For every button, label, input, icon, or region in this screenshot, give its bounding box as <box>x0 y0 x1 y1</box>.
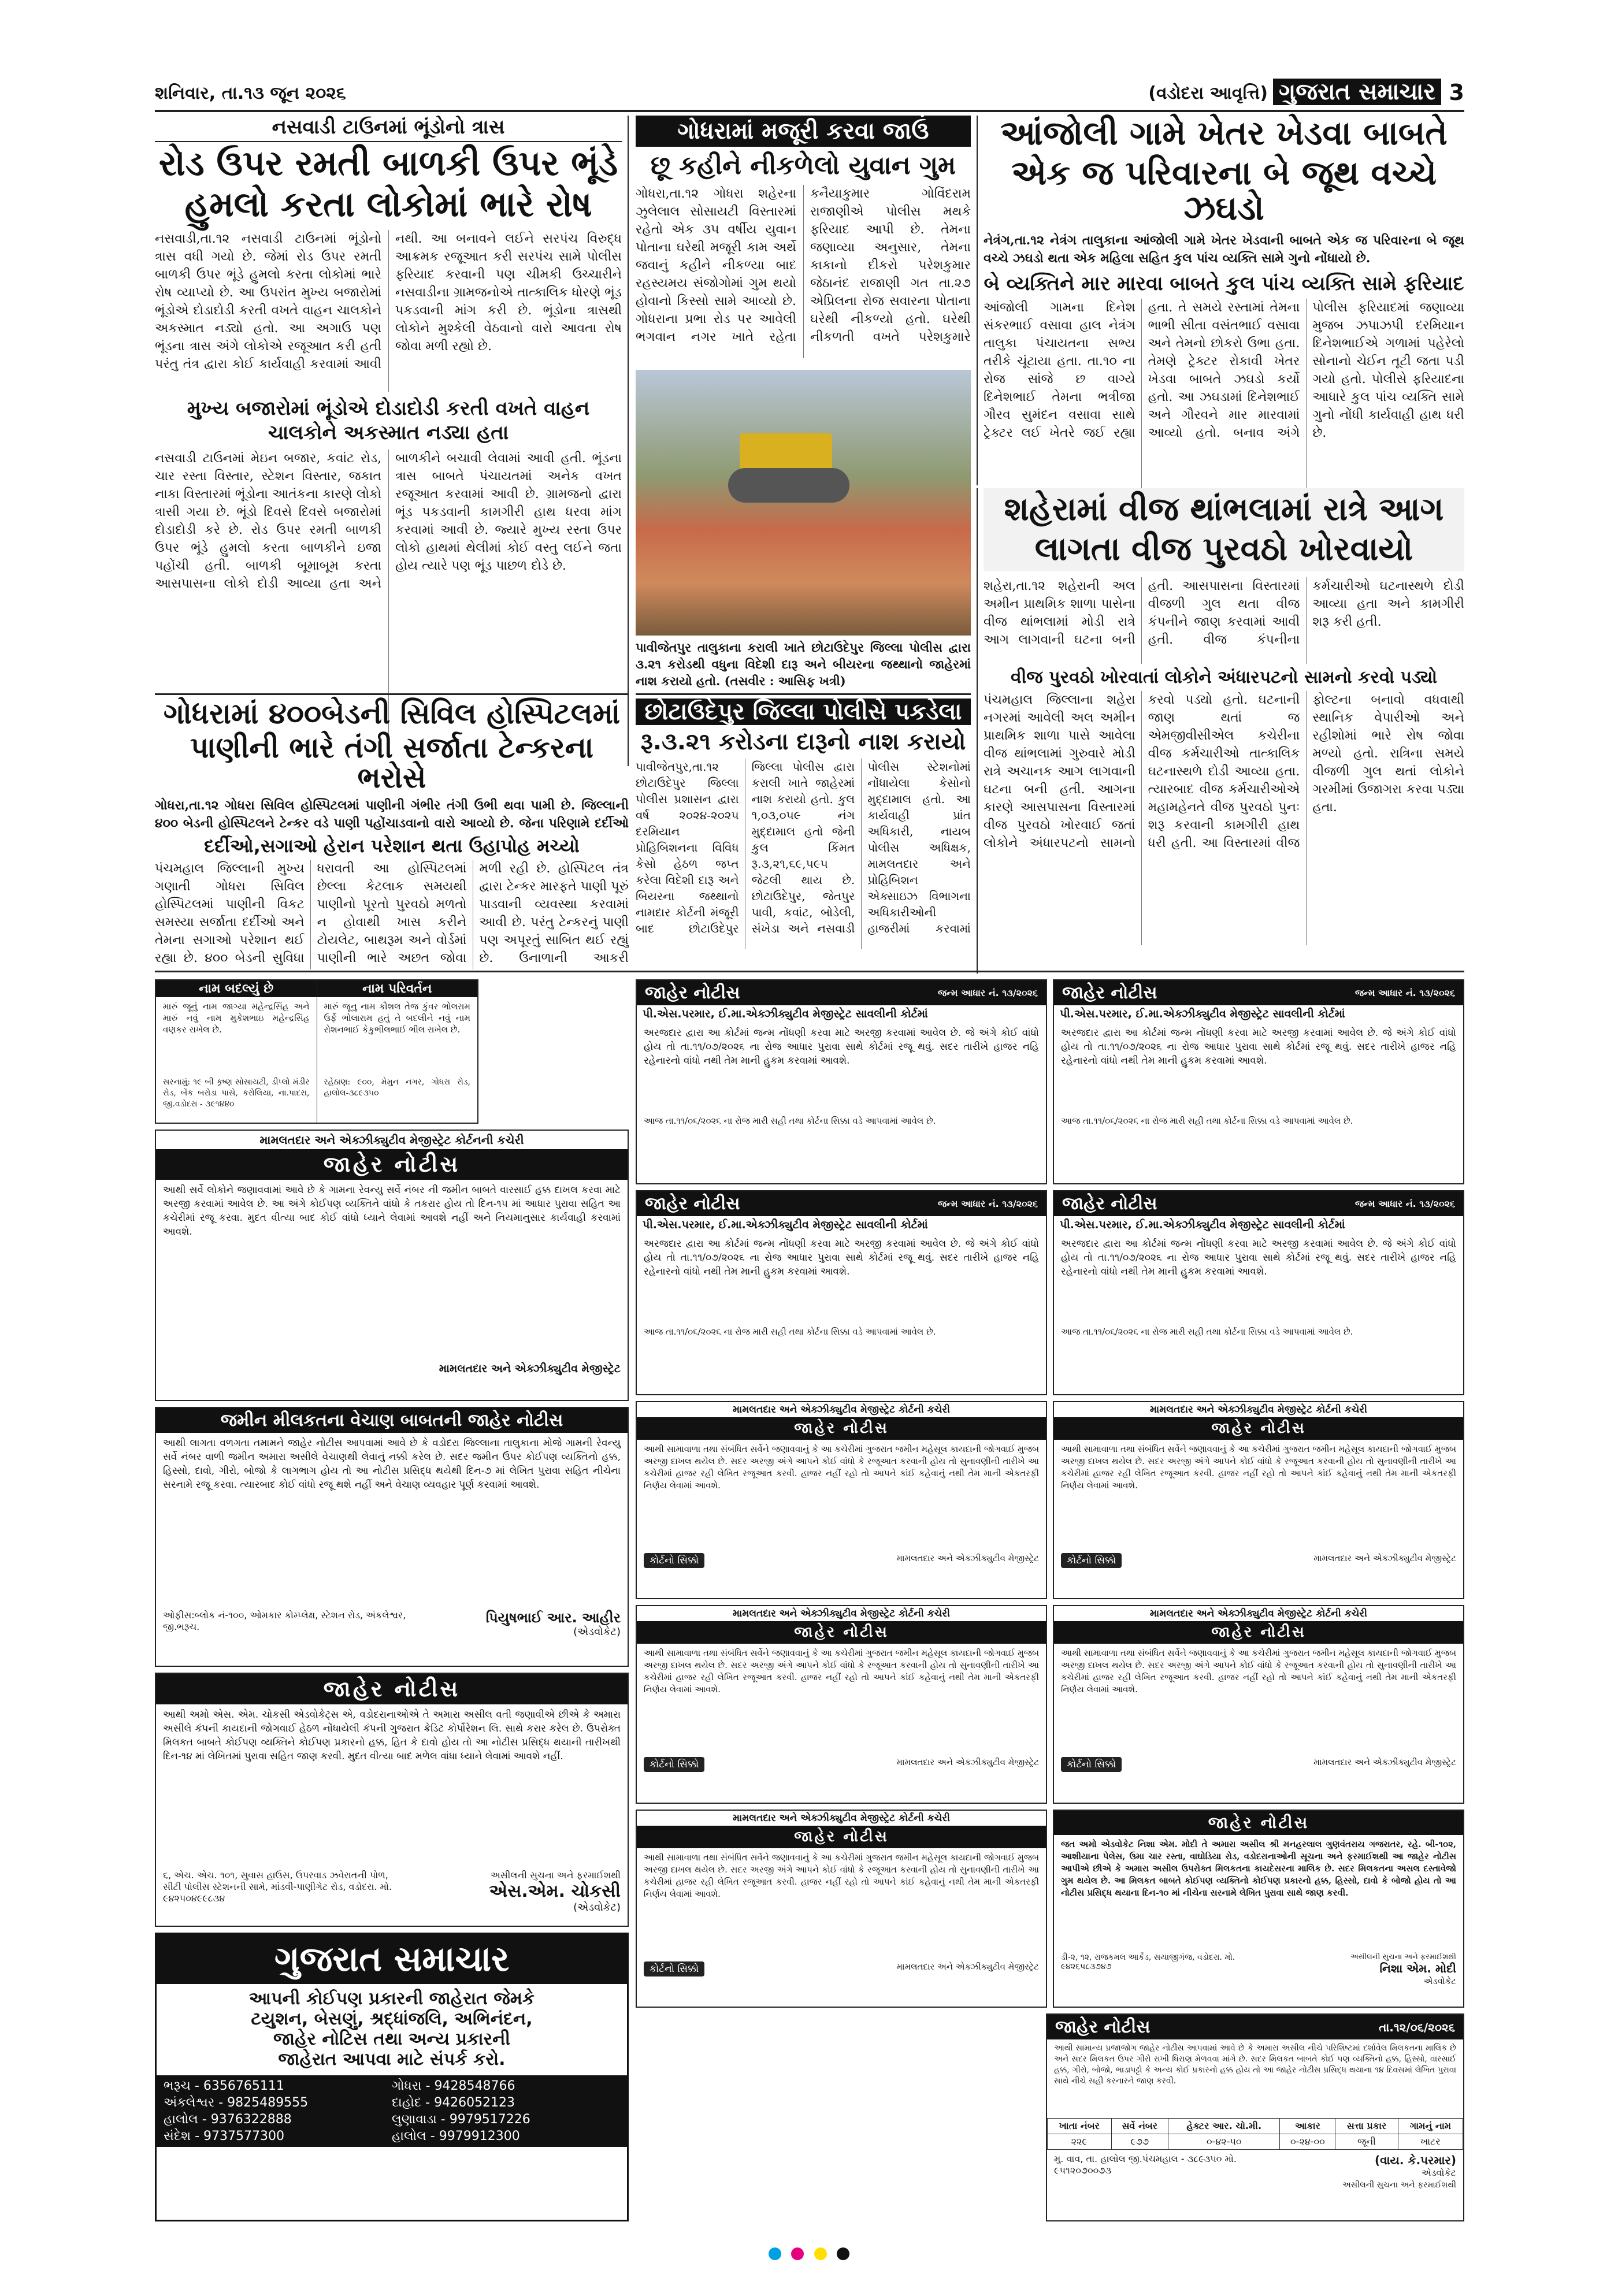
notice-court: પી.એસ.પરમાર, ઈ.મા.એક્ઝીક્યુટીવ મેજીસ્ટ્રેટ સાવલીની કોર્ટમાં <box>643 1008 928 1020</box>
news-photo <box>636 370 971 636</box>
header-date: શનિવાર, તા.૧૩ જૂન ૨૦૨૬ <box>155 83 346 103</box>
notice-head <box>637 980 1046 1005</box>
notice-head <box>637 1621 1046 1644</box>
story-body: પાવીજેતપુર,તા.૧૨ છોટાઉદેપુર જિલ્લા પોલીસ પ્રશાસન દ્વારા વર્ષ ૨૦૨૪-૨૦૨૫ દરમિયાન પ્રોહિબિશનના વિવિધ કેસો હેઠળ જપ્ત કરેલા વિદેશી દારૂ અને બિયરના જથ્થાનો નામદાર કોર્ટની મંજૂરી બાદ છોટાઉદેપુર જિલ્લા પોલીસ દ્વારા કરાલી ખાતે જાહેરમાં નાશ કરાયો હતો. કુલ ૧,૦૩,૦૫૯ નંગ મુદ્દામાલ હતો જેની કુલ કિંમત રૂ.૩,૨૧,૬૯,૫૯૫ જેટલી થાય છે. છોટાઉદેપુર, જેતપુર પાવી, કવાંટ, બોડેલી, સંખેડા અને નસવાડી પોલીસ સ્ટેશનોમાં નોંધાયેલા કેસોનો મુદ્દામાલ હતો. આ કાર્યવાહી પ્રાંત અધિકારી, નાયબ પોલીસ અધિક્ષક, મામલતદાર અને પ્રોહિબિશન એક્સાઇઝ વિભાગના અધિકારીઓની હાજરીમાં કરવામાં <box>636 760 971 935</box>
story-kicker: ગોધરામાં મજૂરી કરવા જાઉં <box>636 116 971 147</box>
notice-head <box>156 1149 628 1180</box>
registration-mark <box>814 2247 827 2260</box>
story-body: ગોધરા,તા.૧૨ ગોધરા શહેરના ઝુલેલાલ સોસાયટી વિસ્તારમાં રહેતો એક ૩૫ વર્ષીય યુવાન પોતાના ઘરેથી મજૂરી કામ અર્થે જવાનું કહીને નીકળ્યા બાદ રહસ્યમય સંજોગોમાં ગુમ થયો હોવાનો કિસ્સો સામે આવ્યો છે. ગોધરાના પ્રભા રોડ પર આવેલી ભગવાન નગર ખાતે રહેતા કનૈયાકુમાર ગોવિંદરામ રાજાણીએ પોલીસ મથકે ફરિયાદ આપી છે. તેમના જણાવ્યા અનુસાર, તેમના કાકાનો દીકરો પરેશકુમાર જેઠાનંદ રાજાણી ગત તા.૨૭ એપ્રિલના રોજ સવારના પોતાના ઘરેથી નીકળ્યો હતો. ઘરેથી નીકળતી વખતે પરેશકુમારે <box>636 187 971 345</box>
story-godhra-hospital <box>155 693 629 965</box>
mamlatdar-notice <box>636 1401 1047 1599</box>
roller-drum <box>728 468 849 503</box>
notice-head <box>1054 1621 1463 1644</box>
notice-court: પી.એસ.પરમાર, ઈ.મા.એક્ઝીક્યુટીવ મેજીસ્ટ્રેટ સાવલીની કોર્ટમાં <box>1060 1008 1345 1020</box>
contact-city: ગોધરા <box>392 2079 422 2093</box>
notice-office: મામલતદાર અને એક્ઝીક્યુટીવ મેજીસ્ટ્રેટ કોર્ટની કચેરી <box>733 1608 950 1620</box>
notice-court: પી.એસ.પરમાર, ઈ.મા.એક્ઝીક્યુટીવ મેજીસ્ટ્રેટ સાવલીની કોર્ટમાં <box>1060 1218 1345 1231</box>
story-body: પંચમહાલ જિલ્લાની મુખ્ય ગણાતી ગોધરા સિવિલ હોસ્પિટલમાં પાણીની વિકટ સમસ્યા સર્જાતા દર્દીઓ અને તેમના સગાઓ પરેશાન થઈ રહ્યા છે. ૪૦૦ બેડની સુવિધા ધરાવતી આ હોસ્પિટલમાં છેલ્લા કેટલાક સમયથી પાણીનો પૂરતો પુરવઠો મળતો ન હોવાથી ખાસ કરીને ટોયલેટ, બાથરૂમ અને વોર્ડમાં પાણીની ભારે અછત જોવા મળી રહી છે. હોસ્પિટલ તંત્ર દ્વારા ટેન્કર મારફતે પાણી પૂરું પાડવાની વ્યવસ્થા કરવામાં આવી છે. પરંતુ ટેન્કરનું પાણી પણ અપૂરતું સાબિત થઈ રહ્યું છે. ઉનાળાની આકરી <box>155 861 629 965</box>
advocate-notice <box>1053 1810 1464 2008</box>
contact-phone: 9737577300 <box>203 2129 285 2143</box>
masthead: ગુજરાત સમાચાર <box>1273 79 1441 105</box>
name-change-address: રહેઠાણ: ૯૦૦, મેમુન નગર, ગોધરા રોડ, હાલોલ-૩૮૯૩૫૦ <box>324 1078 470 1098</box>
notice-body: આથી સામાવાળા તથા સંબંધિત સર્વેને જણાવવાનું કે આ કચેરીમાં ગુજરાત જમીન મહેસૂલ કાયદાની જોગવાઈ મુજબ અરજી દાખલ થયેલ છે. સદર અરજી અંગે આપને કોઈ વાંધો કે રજૂઆત કરવાની હોય તો સુનાવણીની તારીખે આ કચેરીમાં હાજર રહી લેખિત રજૂઆત કરવી. હાજર નહીં રહો તો આપને કાંઈ કહેવાનું નથી તેમ માની એકતરફી નિર્ણય લેવામાં આવશે. <box>1061 1444 1456 1491</box>
ad-contact: હાલોલ - 9979912300 <box>392 2129 520 2143</box>
story-godhra-missing <box>636 116 971 370</box>
story-body: નસવાડી ટાઉનમાં મેઇન બજાર, કવાંટ રોડ, ચાર રસ્તા વિસ્તાર, સ્ટેશન વિસ્તાર, જકાત નાકા વિસ્તારમાં ભૂંડોના આતંકના કારણે લોકો ત્રાસી ગયા છે. ભૂંડો દિવસે દિવસે બજારોમાં દોડાદોડી કરે છે. રોડ ઉપર રમતી બાળકી ઉપર ભૂંડે હુમલો કરતા બાળકીને ઇજા પહોંચી હતી. બાળકી બૂમાબૂમ કરતા આસપાસના લોકો દોડી આવ્યા હતા અને બાળકીને બચાવી લેવામાં આવી હતી. ભૂંડના ત્રાસ બાબતે પંચાયતમાં અનેક વખત રજૂઆત કરવામાં આવી છે. ગ્રામજનો દ્વારા ભૂંડ પકડવાની કામગીરી હાથ ધરવા માંગ કરવામાં આવી છે. જ્યારે મુખ્ય રસ્તા ઉપર લોકો હાથમાં થેલીમાં કોઈ વસ્તુ લઈને જતા હોય ત્યારે પણ ભૂંડ પાછળ દોડે છે. <box>155 451 622 591</box>
notice-body: આથી સામાવાળા તથા સંબંધિત સર્વેને જણાવવાનું કે આ કચેરીમાં ગુજરાત જમીન મહેસૂલ કાયદાની જોગવાઈ મુજબ અરજી દાખલ થયેલ છે. સદર અરજી અંગે આપને કોઈ વાંધો કે રજૂઆત કરવાની હોય તો સુનાવણીની તારીખે આ કચેરીમાં હાજર રહી લેખિત રજૂઆત કરવી. હાજર નહીં રહો તો આપને કાંઈ કહેવાનું નથી તેમ માની એકતરફી નિર્ણય લેવામાં આવશે. <box>644 1852 1039 1899</box>
ad-logo: ગુજરાત સમાચાર <box>157 1934 627 1984</box>
story-lede: ગોધરા,તા.૧૨ ગોધરા સિવિલ હોસ્પિટલમાં પાણીની ગંભીર તંગી ઉભી થવા પામી છે. જિલ્લાની ૪૦૦ બેડની હોસ્પિટલને ટેન્કર વડે પાણી પહોંચાડવાનો વારો આવ્યો છે. જેના પરિણામે દર્દીઓ <box>155 797 629 831</box>
ad-contact: ભરૂચ - 6356765111 <box>164 2079 284 2093</box>
court-stamp: કોર્ટનો સિક્કો <box>1061 1757 1122 1772</box>
registration-mark <box>837 2247 849 2260</box>
notice-property <box>1046 2013 1464 2221</box>
court-notice <box>1053 1190 1464 1395</box>
table-header-cell: સત્તા પ્રકાર <box>1335 2119 1398 2134</box>
story-shehera <box>977 488 1464 974</box>
headline-line: છોટાઉદેપુર જિલ્લા પોલીસે પકડેલા <box>636 699 971 725</box>
table-header-row <box>1048 2119 1463 2134</box>
header-edition: (વડોદરા આવૃત્તિ) <box>1148 83 1268 103</box>
court-notice <box>1053 979 1464 1184</box>
notice-head <box>1047 2015 1463 2039</box>
story-lede: નેત્રંગ,તા.૧૨ નેત્રંગ તાલુકાના આંજોલી ગામે ખેતર ખેડવાની બાબતે એક જ પરિવારના બે જૂથ વચ્ચે ઝઘડો થતા એક મહિલા સહિત કુલ પાંચ વ્યક્તિ સામે ગુનો નોંધાયો છે. <box>984 232 1464 266</box>
story-anjoli <box>977 113 1464 485</box>
ad-line: જાહેરાત આપવા માટે સંપર્ક કરો. <box>278 2049 506 2070</box>
contact-city: હાલોલ <box>164 2112 198 2127</box>
headline-line: શહેરામાં વીજ થાંભલામાં રાત્રે આગ <box>1004 491 1444 528</box>
table-header-cell: આકાર <box>1280 2119 1335 2134</box>
notice-office: મામલતદાર અને એક્ઝીક્યુટીવ મેજીસ્ટ્રેટ કોર્ટની કચેરી <box>733 1404 950 1416</box>
notice-office: મામલતદાર અને એક્ઝીક્યુટીવ મેજીસ્ટ્રેટ કોર્ટની કચેરી <box>1150 1404 1367 1416</box>
headline-line: એક જ પરિવારના બે જૂથ વચ્ચે ઝઘડો <box>1011 153 1437 228</box>
photo-block <box>636 370 971 691</box>
registration-mark <box>769 2247 781 2260</box>
notice-mamlatdar-left <box>155 1130 629 1401</box>
mamlatdar-notice <box>1053 1401 1464 1599</box>
story-body: શહેરા,તા.૧૨ શહેરાની અલ અમીન પ્રાથમિક શાળા પાસેના વીજ થાંભલામાં મોડી રાત્રે આગ લાગવાની ઘટના બની હતી. આસપાસના વિસ્તારમાં વીજળી ગુલ થતા વીજ કંપનીને જાણ કરવામાં આવી હતી. વીજ કંપનીના કર્મચારીઓ ઘટનાસ્થળે દોડી આવ્યા હતા અને કામગીરી શરૂ કરી હતી. <box>984 578 1464 647</box>
notice-body: જત અમો એડવોકેટ નિશા એમ. મોદી તે અમારા અસીલ શ્રી મનહરલાલ ગુણવંતરાય ગજરાતર, રહે. બી-૧૦૨, આશીયાના પેલેસ, ઉમા ચાર રસ્તા, વાઘોડિયા રોડ, વડોદરાનાઓની સૂચના અને ફરમાઈશથી આ જાહેર નોટીસ આપીએ છીએ કે અમારા અસીલ ઉપરોક્ત મિલકતના કાયદેસરના માલિક છે. સદર મિલકતના અસલ દસ્તાવેજો ગુમ થયેલ છે. આ મિલકત બાબતે કોઈપણ વ્યક્તિનો કોઈપણ પ્રકારનો હક્ક, હિસ્સો, દાવો કે બોજો હોય તો આ નોટીસ પ્રસિદ્ધ થયાના દિન-૧૦ માં નીચેના સરનામે લેખિત પુરાવા સાથે જાણ કરવી. <box>1061 1838 1456 1898</box>
ad-gujarat-samachar <box>155 1933 629 2221</box>
headline-line: પાણીની ભારે તંગી સર્જાતા ટેન્કરના ભરોસે <box>190 730 594 794</box>
header-rule <box>155 110 1464 112</box>
registration-mark <box>791 2247 804 2260</box>
notice-address: મુ. વાવ, તા. હાલોલ જી.પંચમહાલ - ૩૮૯૩૫૦ મો. ૯૫૧૨૦૭૦૦૭૩ <box>1054 2153 1237 2176</box>
story-headline <box>984 488 1464 571</box>
mamlatdar-notice <box>636 1605 1047 1803</box>
headline-line: રૂ.૩.૨૧ કરોડના દારૂનો નાશ કરાયો <box>640 729 966 755</box>
table-cell: ૨૨૯ <box>1048 2134 1112 2150</box>
notice-head <box>637 1417 1046 1440</box>
advocate-name: પિયુષભાઈ આર. આહીર <box>485 1610 621 1626</box>
photo-caption: પાવીજેતપુર તાલુકાના કરાલી ખાતે છોટાઉદેપુર જિલ્લા પોલીસ દ્વારા ૩.૨૧ કરોડથી વધુના વિદેશી દારૂ અને બીયરના જથ્થાનો જાહેરમાં નાશ કરાયો હતો. (તસવીર : આસિફ ખત્રી) <box>636 640 971 688</box>
page-header <box>155 81 1464 107</box>
advocate-role: (એડવોકેટ) <box>573 1626 621 1638</box>
advocate-role: (એડવોકેટ) <box>573 1901 621 1914</box>
name-change-title: નામ બદલ્યું છે <box>156 980 317 997</box>
notice-body: અરજદાર દ્વારા આ કોર્ટમાં જન્મ નોંધણી કરવા માટે અરજી કરવામાં આવેલ છે. જે અંગે કોઈ વાંધો હોય તો તા.૧૧/૦૭/૨૦૨૬ ના રોજ આધાર પુરાવા સાથે કોર્ટમાં રજૂ થવું. સદર તારીખે હાજર નહિ રહેનારનો વાંધો નથી તેમ માની હુકમ કરવામાં આવશે. <box>1061 1238 1456 1277</box>
notice-court: પી.એસ.પરમાર, ઈ.મા.એક્ઝીક્યુટીવ મેજીસ્ટ્રેટ સાવલીની કોર્ટમાં <box>643 1218 928 1231</box>
notice-title: જાહેર નોટીસ <box>794 1420 889 1437</box>
notice-body: આથી સામાવાળા તથા સંબંધિત સર્વેને જણાવવાનું કે આ કચેરીમાં ગુજરાત જમીન મહેસૂલ કાયદાની જોગવાઈ મુજબ અરજી દાખલ થયેલ છે. સદર અરજી અંગે આપને કોઈ વાંધો કે રજૂઆત કરવાની હોય તો સુનાવણીની તારીખે આ કચેરીમાં હાજર રહી લેખિત રજૂઆત કરવી. હાજર નહીં રહો તો આપને કાંઈ કહેવાનું નથી તેમ માની એકતરફી નિર્ણય લેવામાં આવશે. <box>1061 1648 1456 1695</box>
story-subhead: વીજ પુરવઠો ખોરવાતાં લોકોને અંધારપટનો સામનો કરવો પડ્યો <box>1011 667 1437 688</box>
notice-signature: મામલતદાર અને એક્ઝીક્યુટીવ મેજીસ્ટ્રેટ <box>896 1553 1039 1563</box>
contact-city: સંદેશ <box>164 2129 191 2143</box>
notice-title: જાહેર નોટીસ <box>1055 2017 1151 2037</box>
story-headline <box>636 699 971 754</box>
ad-line: ટયુશન, બેસણું, શ્રદ્ધાંજલિ, અભિનંદન, <box>251 2009 533 2029</box>
story-body: પંચમહાલ જિલ્લાના શહેરા નગરમાં આવેલી અલ અમીન પ્રાથમિક શાળા પાસે આવેલા વીજ થાંભલામાં ગુરુવારે મોડી રાત્રે અચાનક આગ લાગવાની ઘટના બની હતી. આગના કારણે આસપાસના વિસ્તારમાં વીજ પુરવઠો ખોરવાઈ જતાં લોકોને અંધારપટનો સામનો કરવો પડ્યો હતો. ઘટનાની જાણ થતાં જ એમજીવીસીએલ કચેરીના વીજ કર્મચારીઓ તાત્કાલિક ઘટનાસ્થળે દોડી આવ્યા હતા. ત્યારબાદ વીજ કર્મચારીઓએ મહામહેનતે વીજ પુરવઠો પુનઃ શરૂ કરવાની કામગીરી હાથ ધરી હતી. આ વિસ્તારમાં વીજ ફોલ્ટના બનાવો વધવાથી સ્થાનિક વેપારીઓ અને રહીશોમાં ભારે રોષ જોવા મળ્યો હતો. રાત્રિના સમયે વીજળી ગુલ થતાં લોકોને ગરમીમાં ઉજાગરા કરવા પડ્યા હતા. <box>984 692 1464 850</box>
notice-date: આજ તા.૧૧/૦૬/૨૦૨૬ ના રોજ મારી સહી તથા કોર્ટના સિક્કા વડે આપવામાં આવેલ છે. <box>1061 1116 1353 1126</box>
notice-body: આથી સામાન્ય પ્રજાજોગ જાહેર નોટીસ આપવામાં આવે છે કે અમારા અસીલ નીચે પરિશિષ્ટમાં દર્શાવેલ મિલકતના માલિક છે અને સદર મિલકત ઉપર ગીરો રાખી ધિરાણ મેળવવા માંગે છે. સદર મિલકત બાબતે કોઈ પણ વ્યક્તિનો હક્ક, હિસ્સો, વારસાઈ હક્ક, ગીરો, બોજો, ભાડાપટ્ટો કે અન્ય કોઈ પ્રકારનો હક્ક હોય તો આ જાહેર નોટીસ પ્રસિદ્ધ થયાના ૧૪ દિવસમાં લેખિત પુરાવા સાથે નીચે સહી કરનારને જાણ કરવી. <box>1054 2044 1456 2086</box>
notice-title: જાહેર નોટીસ <box>323 1151 461 1177</box>
notice-date: આજ તા.૧૧/૦૬/૨૦૨૬ ના રોજ મારી સહી તથા કોર્ટના સિક્કા વડે આપવામાં આવેલ છે. <box>644 1327 936 1337</box>
notice-head <box>1054 980 1463 1005</box>
notice-address: ૬, એચ. એચ. ૧૦૧, સુવાસ હાઉસ, ઉપરવાડ ઝવેરાતની પોળ, સીટી પોલીસ સ્ટેશનની સામે, માંડવી-પાણીગેટ રોડ, વડોદરા. મો. ૯૪૨૫૦૪૯૯૮૩૪ <box>163 1870 392 1904</box>
contact-phone: 9428548766 <box>434 2079 515 2093</box>
contact-city: અંકલેશ્વર <box>164 2096 215 2110</box>
mamlatdar-notices-grid <box>636 1401 1464 2008</box>
contact-city: ભરૂચ <box>164 2079 191 2093</box>
notice-signature: મામલતદાર અને એક્ઝીક્યુટીવ મેજીસ્ટ્રેટ <box>439 1362 621 1375</box>
advocate-role: એડવોકેટ <box>1421 2167 1456 2178</box>
notice-address: ડી-૨, ૧૨, રાજકમલ આર્કેડ, સયાજીગંજ, વડોદરા. મો. ૯૪૨૬૫૮૩૭૪૭ <box>1061 1952 1235 1971</box>
notice-head <box>156 1674 628 1704</box>
contact-phone: 9825489555 <box>227 2096 309 2110</box>
notice-title: જાહેર નોટીસ <box>1211 1420 1306 1437</box>
notice-title: જમીન મીલકતના વેચાણ બાબતની જાહેર નોટીસ <box>220 1410 563 1431</box>
story-subhead: બે વ્યક્તિને માર મારવા બાબતે કુલ પાંચ વ્યક્તિ સામે ફરિયાદ <box>984 272 1464 295</box>
notice-head <box>156 1408 628 1433</box>
notice-head <box>637 1826 1046 1848</box>
ad-contact: લુણાવાડા - 9979517226 <box>392 2112 530 2127</box>
notice-code: જન્મ આધાર નં. ૧૩/૨૦૨૬ <box>937 987 1038 998</box>
notice-sign-note: અસીલની સુચના અને ફરમાઈશથી <box>1342 2180 1456 2190</box>
headline-line: લાગતા વીજ પુરવઠો ખોરવાયો <box>1034 530 1413 568</box>
court-notice <box>636 979 1047 1184</box>
table-cell: ૯૭૭ <box>1111 2134 1168 2150</box>
notice-office: મામલતદાર અને એક્ઝીક્યુટીવ મેજીસ્ટ્રેટ કોર્ટની કચેરી <box>1150 1608 1367 1620</box>
table-cell: ૦-૪૨-૫૦ <box>1168 2134 1280 2150</box>
notice-sign-note: અસીલની સુચના અને ફરમાઈશથી <box>490 1870 621 1881</box>
notice-title: જાહેર નોટીસ <box>794 1623 889 1641</box>
notice-office: મામલતદાર અને એક્ઝીક્યુટીવ મેજીસ્ટ્રેટ કોર્ટની કચેરી <box>733 1812 950 1824</box>
notice-title: જાહેર નોટીસ <box>1062 983 1157 1003</box>
table-cell: જૂની <box>1335 2134 1398 2150</box>
contact-phone: 9376322888 <box>210 2112 292 2127</box>
story-nasvadi <box>155 116 629 766</box>
page-number: 3 <box>1449 80 1464 105</box>
property-table <box>1047 2118 1463 2150</box>
ad-contact: સંદેશ - 9737577300 <box>164 2129 285 2143</box>
ad-contact: ગોધરા - 9428548766 <box>392 2079 515 2093</box>
ad-contact: અંકલેશ્વર - 9825489555 <box>164 2096 309 2110</box>
print-marks <box>0 2247 1618 2271</box>
contact-city: દાહોદ <box>392 2096 422 2110</box>
notice-body: આથી સર્વે લોકોને જણાવવામાં આવે છે કે ગામના રેવન્યુ સર્વે નંબર ની જમીન બાબતે વારસાઈ હક્ક દાખલ કરવા માટે અરજી કરવામાં આવેલ છે. આ અંગે કોઈપણ વ્યક્તિને વાંધો કે તકરાર હોય તો દિન-૧૫ માં આધાર પુરાવા સહિત આ કચેરીમાં રજૂ કરવા. મુદત વીત્યા બાદ કોઈ વાંધો ધ્યાને લેવામાં આવશે નહીં અને નિયમાનુસાર કાર્યવાહી કરવામાં આવશે. <box>163 1184 621 1238</box>
name-change-text: મારું જૂનું નામ જાગ્યા મહેન્દ્રસિંહ અને મારું નવું નામ મુકેશભાઇ મહેન્દ્રસિંહ વણકર રાખેલ છે. <box>163 1001 310 1035</box>
ad-contacts <box>157 2075 627 2147</box>
notice-body: આથી સામાવાળા તથા સંબંધિત સર્વેને જણાવવાનું કે આ કચેરીમાં ગુજરાત જમીન મહેસૂલ કાયદાની જોગવાઈ મુજબ અરજી દાખલ થયેલ છે. સદર અરજી અંગે આપને કોઈ વાંધો કે રજૂઆત કરવાની હોય તો સુનાવણીની તારીખે આ કચેરીમાં હાજર રહી લેખિત રજૂઆત કરવી. હાજર નહીં રહો તો આપને કાંઈ કહેવાનું નથી તેમ માની એકતરફી નિર્ણય લેવામાં આવશે. <box>644 1648 1039 1695</box>
notice-body: અરજદાર દ્વારા આ કોર્ટમાં જન્મ નોંધણી કરવા માટે અરજી કરવામાં આવેલ છે. જે અંગે કોઈ વાંધો હોય તો તા.૧૧/૦૭/૨૦૨૬ ના રોજ આધાર પુરાવા સાથે કોર્ટમાં રજૂ થવું. સદર તારીખે હાજર નહિ રહેનારનો વાંધો નથી તેમ માની હુકમ કરવામાં આવશે. <box>644 1238 1039 1277</box>
headline-line: ગોધરામાં ૪૦૦બેડની સિવિલ હોસ્પિટલમાં <box>163 697 621 730</box>
story-headline <box>984 113 1464 228</box>
notice-sign-note: અસીલની સુચના અને ફરમાઈશથી <box>1350 1952 1456 1961</box>
notice-body: આથી સામાવાળા તથા સંબંધિત સર્વેને જણાવવાનું કે આ કચેરીમાં ગુજરાત જમીન મહેસૂલ કાયદાની જોગવાઈ મુજબ અરજી દાખલ થયેલ છે. સદર અરજી અંગે આપને કોઈ વાંધો કે રજૂઆત કરવાની હોય તો સુનાવણીની તારીખે આ કચેરીમાં હાજર રહી લેખિત રજૂઆત કરવી. હાજર નહીં રહો તો આપને કાંઈ કહેવાનું નથી તેમ માની એકતરફી નિર્ણય લેવામાં આવશે. <box>644 1444 1039 1491</box>
notice-signature: મામલતદાર અને એક્ઝીક્યુટીવ મેજીસ્ટ્રેટ <box>1313 1757 1456 1768</box>
notice-code: જન્મ આધાર નં. ૧૩/૨૦૨૬ <box>1354 987 1455 998</box>
table-header-cell: હેક્ટર આર. ચો.મી. <box>1168 2119 1280 2134</box>
contact-phone: 9426052123 <box>434 2096 515 2110</box>
story-body: નસવાડી,તા.૧૨ નસવાડી ટાઉનમાં ભૂંડોનો ત્રાસ વધી ગયો છે. જેમાં રોડ ઉપર રમતી બાળકી ઉપર ભૂંડે હુમલો કરતા લોકોમાં ભારે રોષ વ્યાપ્યો છે. આ ઉપરાંત મુખ્ય બજારોમાં ભૂંડોએ દોડાદોડી કરતી વખતે વાહન ચાલકોને અકસ્માત નડ્યો હતો. આ અગાઉ પણ ભૂંડના ત્રાસ અંગે લોકોએ રજૂઆત કરી હતી પરંતુ તંત્ર દ્વારા કોઈ કાર્યવાહી કરવામાં આવી નથી. આ બનાવને લઈને સરપંચ વિરુદ્ધ આક્રમક રજૂઆત કરી સરપંચ સામે પોલીસ ફરિયાદ કરવાની પણ ચીમકી ઉચ્ચારીને નસવાડીના ગ્રામજનોએ તાત્કાલિક ધોરણે ભૂંડ પકડવાની માંગ કરી છે. ભૂંડોના ત્રાસથી લોકોને મુશ્કેલી વેઠવાનો વારો આવતા રોષ જોવા મળી રહ્યો છે. <box>155 232 622 371</box>
story-subhead: દર્દીઓ,સગાઓ હેરાન પરેશાન થતા ઉહાપોહ મચ્યો <box>204 834 580 857</box>
story-kicker: નસવાડી ટાઉનમાં ભૂંડોનો ત્રાસ <box>155 116 622 142</box>
story-body: આંજોલી ગામના દિનેશ સંકરભાઈ વસાવા હાલ નેત્રંગ તાલુકા પંચાયતના સભ્ય તરીકે ચૂંટાયા હતા. તા.૧૦ ના રોજ સાંજે છ વાગ્યે દિનેશભાઈ તેમના ભત્રીજા ગૌરવ સુમંદન વસાવા સાથે ટ્રેક્ટર લઈ ખેતરે જઈ રહ્યા હતા. તે સમયે રસ્તામાં તેમના ભાભી સીતા વસંતભાઈ વસાવા અને તેમનો છોકરો ઉભા હતા. તેમણે ટ્રેક્ટર રોકાવી ખેતર ખેડવા બાબતે ઝઘડો કર્યો હતો. આ ઝઘડામાં દિનેશભાઈ અને ગૌરવને માર મારવામાં આવ્યો હતો. બનાવ અંગે પોલીસ ફરિયાદમાં જણાવ્યા મુજબ ઝપાઝપી દરમિયાન દિનેશભાઈએ ગળામાં પહેરેલો સોનાનો ચેઈન તૂટી જતા પડી ગયો હતો. પોલીસે ફરિયાદના આધારે કુલ પાંચ વ્યક્તિ સામે ગુનો નોંધી કાર્યવાહી હાથ ધરી છે. <box>984 300 1464 440</box>
contact-phone: 9979912300 <box>439 2129 520 2143</box>
contact-phone: 6356765111 <box>203 2079 284 2093</box>
notice-date: તા.૧૨/૦૬/૨૦૨૬ <box>1379 2020 1455 2034</box>
advocate-name: (વાય. કે.પરમાર) <box>1375 2153 1456 2167</box>
notice-title: જાહેર નોટીસ <box>1211 1623 1306 1641</box>
notice-title: જાહેર નોટીસ <box>323 1676 461 1701</box>
notice-date: આજ તા.૧૧/૦૬/૨૦૨૬ ના રોજ મારી સહી તથા કોર્ટના સિક્કા વડે આપવામાં આવેલ છે. <box>1061 1327 1353 1337</box>
table-cell: ખાટર <box>1398 2134 1463 2150</box>
notice-office-address: ઓફીસ:બ્લોક નં-૧૦૦, ઓમકાર કોમ્પ્લેક્ષ, સ્ટેશન રોડ, અંકલેશ્વર, જી.ભરૂચ. <box>163 1610 406 1632</box>
story-liquor-destroyed <box>636 693 971 965</box>
name-change-address: સરનામું: ૧૯ બી કૃષ્ણ સોસાયટી, ડીપ્લો મંડીર રોડ, બેંક બરોડા પાસે, કરોલિયા, ના.પાદરા, જી.વડોદરા - ૩૯૧૪૪૦ <box>163 1078 310 1109</box>
court-notices-grid <box>636 979 1464 1395</box>
court-stamp: કોર્ટનો સિક્કો <box>1061 1553 1122 1568</box>
ad-line: આપની કોઈપણ પ્રકારની જાહેરાત જેમકે <box>248 1989 535 2009</box>
ad-contact: દાહોદ - 9426052123 <box>392 2096 515 2110</box>
notice-head <box>1054 1417 1463 1440</box>
table-cell: ૦-૨૪-૦૦ <box>1280 2134 1335 2150</box>
story-headline <box>155 699 629 793</box>
notice-title: જાહેર નોટીસ <box>645 983 740 1003</box>
notice-office: મામલતદાર અને એક્ઝીક્યુટીવ મેજીસ્ટ્રેટ કોર્ટનની કચેરી <box>259 1133 524 1147</box>
ad-contact: હાલોલ - 9376322888 <box>164 2112 292 2127</box>
ad-line: જાહેર નોટિસ તથા અન્ય પ્રકારની <box>273 2029 511 2049</box>
notice-body: અરજદાર દ્વારા આ કોર્ટમાં જન્મ નોંધણી કરવા માટે અરજી કરવામાં આવેલ છે. જે અંગે કોઈ વાંધો હોય તો તા.૧૧/૦૭/૨૦૨૬ ના રોજ આધાર પુરાવા સાથે કોર્ટમાં રજૂ થવું. સદર તારીખે હાજર નહિ રહેનારનો વાંધો નથી તેમ માની હુકમ કરવામાં આવશે. <box>1061 1027 1456 1067</box>
notice-signature: મામલતદાર અને એક્ઝીક્યુટીવ મેજીસ્ટ્રેટ <box>896 1961 1039 1972</box>
notice-head <box>1054 1191 1463 1216</box>
court-stamp: કોર્ટનો સિક્કો <box>644 1553 704 1568</box>
notice-title: જાહેર નોટીસ <box>1062 1194 1157 1214</box>
court-notice <box>636 1190 1047 1395</box>
contact-phone: 9979517226 <box>449 2112 530 2127</box>
contact-city: હાલોલ <box>392 2129 426 2143</box>
notice-choksi <box>155 1673 629 1927</box>
story-subhead: મુખ્ય બજારોમાં ભૂંડોએ દોડાદોડી કરતી વખતે વાહન ચાલકોને અકસ્માત નડ્યા હતા <box>187 397 590 444</box>
advocate-role: એડવોકેટ <box>1423 1975 1456 1986</box>
notice-signature: મામલતદાર અને એક્ઝીક્યુટીવ મેજીસ્ટ્રેટ <box>896 1757 1039 1768</box>
contact-city: લુણાવાડા <box>392 2112 437 2127</box>
name-change-title: નામ પરિવર્તન <box>317 980 478 997</box>
notice-head <box>1054 1811 1463 1835</box>
notice-title: જાહેર નોટીસ <box>645 1194 740 1214</box>
name-change-box <box>155 979 478 1124</box>
notice-code: જન્મ આધાર નં. ૧૩/૨૦૨૬ <box>1354 1198 1455 1209</box>
story-headline <box>155 143 622 225</box>
notice-head <box>637 1191 1046 1216</box>
section-rule <box>155 971 1464 972</box>
court-stamp: કોર્ટનો સિક્કો <box>644 1757 704 1772</box>
headline-line: આંજોલી ગામે ખેતર ખેડવા બાબતે <box>1000 113 1448 153</box>
headline-line: રોડ ઉપર રમતી બાળકી ઉપર ભૂંડે <box>158 143 618 184</box>
notice-body: અરજદાર દ્વારા આ કોર્ટમાં જન્મ નોંધણી કરવા માટે અરજી કરવામાં આવેલ છે. જે અંગે કોઈ વાંધો હોય તો તા.૧૧/૦૭/૨૦૨૬ ના રોજ આધાર પુરાવા સાથે કોર્ટમાં રજૂ થવું. સદર તારીખે હાજર નહિ રહેનારનો વાંધો નથી તેમ માની હુકમ કરવામાં આવશે. <box>644 1027 1039 1067</box>
name-change-text: મારું જૂનુ નામ કૌશલ તેજ કુંવર ભોલરામ ઉર્ફે ભોલારામ હતું તે બદલીને નવું નામ રોશનભાઈ કેકુભીલભાઈ ભીલ રાખેલ છે. <box>324 1001 470 1035</box>
notice-code: જન્મ આધાર નં. ૧૩/૨૦૨૬ <box>937 1198 1038 1209</box>
table-header-cell: ખાતા નંબર <box>1048 2119 1112 2134</box>
notice-signature: મામલતદાર અને એક્ઝીક્યુટીવ મેજીસ્ટ્રેટ <box>1313 1553 1456 1563</box>
headline-line: હુમલો કરતા લોકોમાં ભારે રોષ <box>184 184 592 225</box>
mamlatdar-notice <box>636 1810 1047 2008</box>
notice-date: આજ તા.૧૧/૦૬/૨૦૨૬ ના રોજ મારી સહી તથા કોર્ટના સિક્કા વડે આપવામાં આવેલ છે. <box>644 1116 936 1126</box>
notice-title: જાહેર નોટીસ <box>794 1827 889 1845</box>
notice-title: જાહેર નોટીસ <box>1208 1812 1309 1832</box>
mamlatdar-notice <box>1053 1605 1464 1803</box>
notice-body: આથી લાગતા વળગતા તમામને જાહેર નોટીસ આપવામાં આવે છે કે વડોદરા જિલ્લાના તાલુકાના મોજે ગામની રેવન્યુ સર્વે નંબર વાળી જમીન અમારા અસીલે વેચાણથી લેવાનું નક્કી કરેલ છે. સદર જમીન ઉપર કોઈપણ વ્યક્તિનો હક્ક, હિસ્સો, દાવો, ગીરો, બોજો કે લાગભાગ હોય તો આ નોટીસ પ્રસિદ્ધ થયેથી દિન-૭ માં લેખિત પુરાવા સહિત નીચેના સરનામે રજૂ કરવા. ત્યારબાદ કોઈ વાંધો રજૂ થશે નહીં અને વેચાણ વ્યવહાર પૂર્ણ કરવામાં આવશે. <box>163 1437 621 1491</box>
advocate-name: એસ.એમ. ચોકસી <box>489 1881 621 1901</box>
story-headline: છૂ કહીને નીકળેલો યુવાન ગુમ <box>650 151 956 180</box>
table-header-cell: સર્વે નંબર <box>1111 2119 1168 2134</box>
notice-body: આથી અમો એસ. એમ. ચોકસી એડવોકેટ્સ એ, વડોદરાનાઓએ તે અમારા અસીલ વતી જણાવીએ છીએ કે અમારા અસીલે કંપની કાયદાની જોગવાઈ હેઠળ નોંધાયેલી કંપની ગુજરાત ક્રેડિટ કોર્પોરેશન લિ. સાથે કરાર કરેલ છે. ઉપરોક્ત મિલકત બાબતે કોઈપણ વ્યક્તિને કોઈપણ પ્રકારનો હક્ક, હિત કે દાવો હોય તો આ નોટીસ પ્રસિદ્ધ થયાની તારીખથી દિન-૧૪ માં લેખિતમાં પુરાવા સહિત જાણ કરવી. મુદત વીત્યા બાદ મળેલ વાંધા ધ્યાને લેવામાં આવશે નહીં. <box>163 1709 621 1762</box>
notice-land-sale <box>155 1407 629 1667</box>
table-header-cell: ગામનું નામ <box>1398 2119 1463 2134</box>
table-row <box>1048 2134 1463 2150</box>
court-stamp: કોર્ટનો સિક્કો <box>644 1961 704 1977</box>
advocate-name: નિશા એમ. મોદી <box>1379 1961 1456 1975</box>
